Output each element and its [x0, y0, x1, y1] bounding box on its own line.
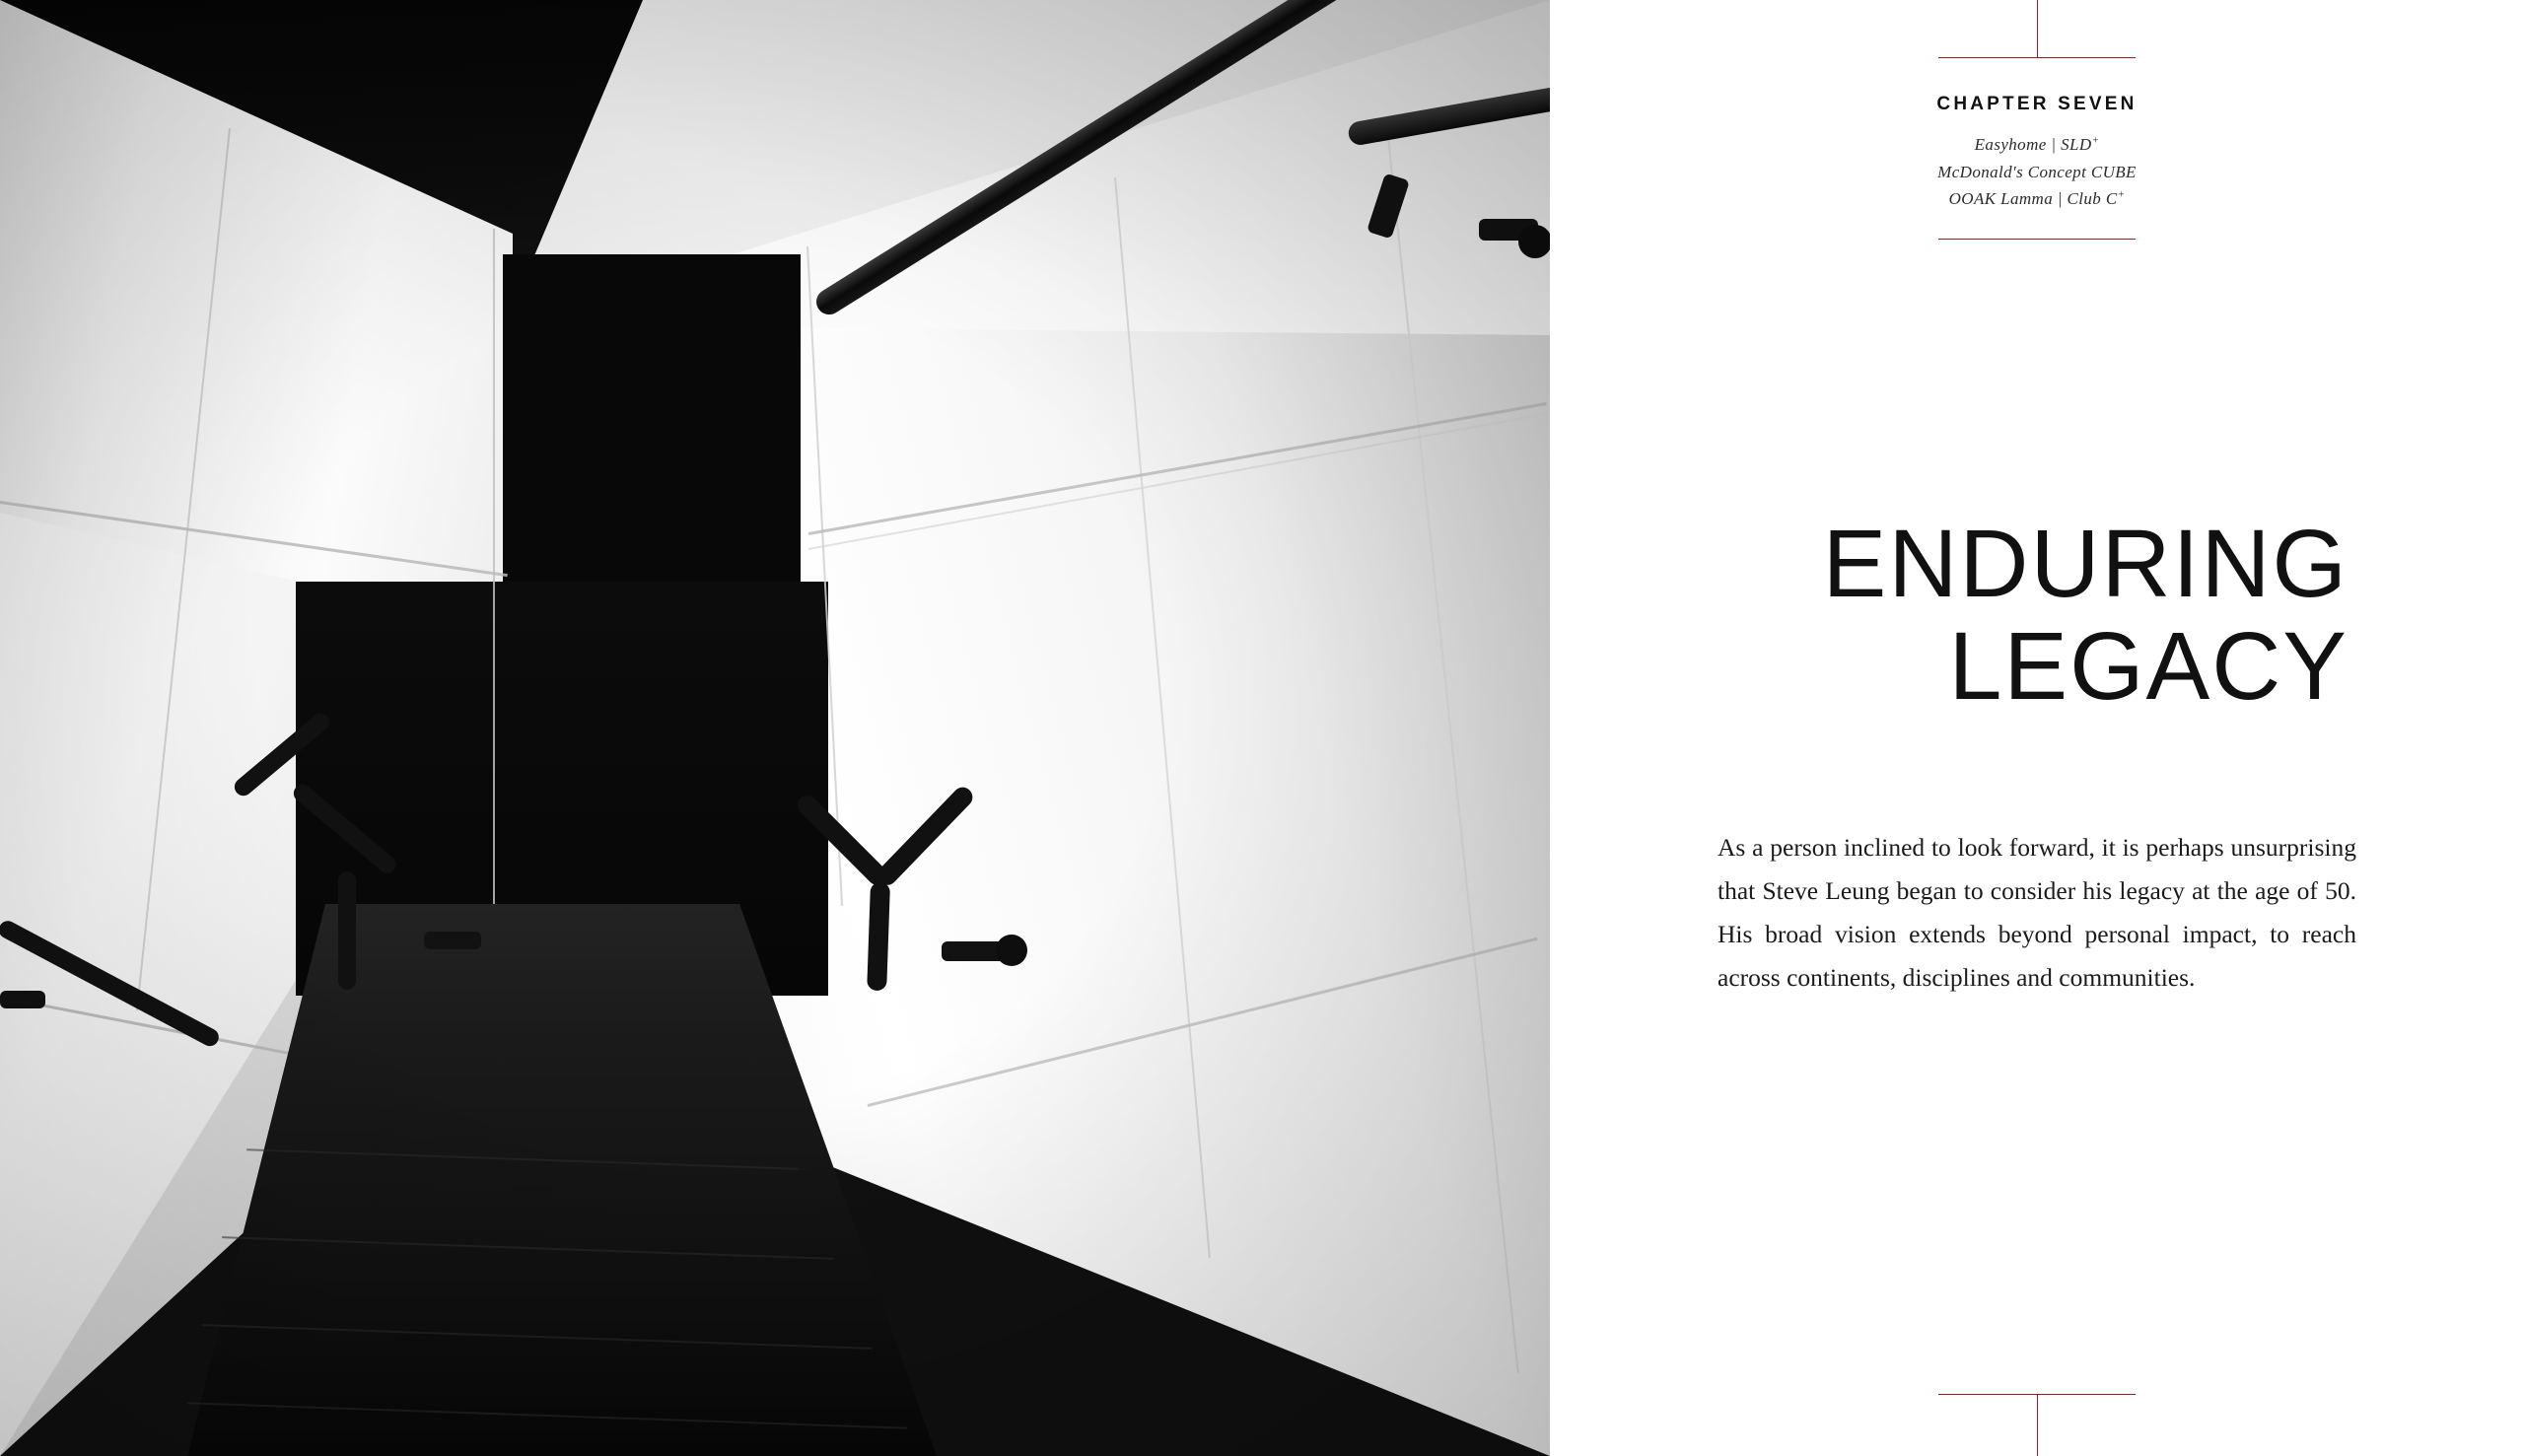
chapter-label: CHAPTER SEVEN [1936, 94, 2138, 114]
handrail-left-lower [338, 871, 356, 990]
decorative-horizontal-rule-top [1938, 57, 2136, 58]
decorative-vertical-rule-bottom [2037, 1395, 2038, 1456]
handrail-bracket [424, 932, 481, 949]
chapter-project-list [1874, 131, 2200, 213]
chapter-project-line [1874, 185, 2200, 213]
page-title-line-2: LEGACY [1948, 611, 2349, 720]
chapter-project-line-3-text: OOAK Lamma | Club C [1948, 189, 2118, 209]
chapter-opener-text-page [1550, 0, 2524, 1456]
page-title-line-1: ENDURING [1822, 510, 2349, 617]
decorative-horizontal-rule-mid [1938, 239, 2136, 240]
handrail-bracket [1518, 225, 1550, 258]
chapter-project-line-3-superscript: + [2117, 188, 2126, 201]
handrail-right-lower [867, 882, 890, 992]
chapter-masthead [1874, 0, 2200, 240]
decorative-vertical-rule-top [2037, 0, 2038, 57]
chapter-project-line-1-text: Easyhome | SLD [1974, 135, 2092, 154]
page-footer-mark [1874, 1394, 2200, 1456]
page-title [1550, 510, 2524, 720]
chapter-project-line-1-superscript: + [2091, 134, 2100, 147]
chapter-project-line: McDonald's Concept CUBE [1937, 162, 2137, 181]
handrail-bracket [0, 991, 45, 1008]
chapter-project-line [1874, 131, 2200, 159]
intro-paragraph: As a person inclined to look forward, it is perhaps unsurprising that Steve Leung began to consider his legacy at the age of 50. His broad vision extends beyond personal impact, to reach across continents, disciplines and communities. [1718, 833, 2356, 992]
handrail-bracket [996, 935, 1027, 966]
